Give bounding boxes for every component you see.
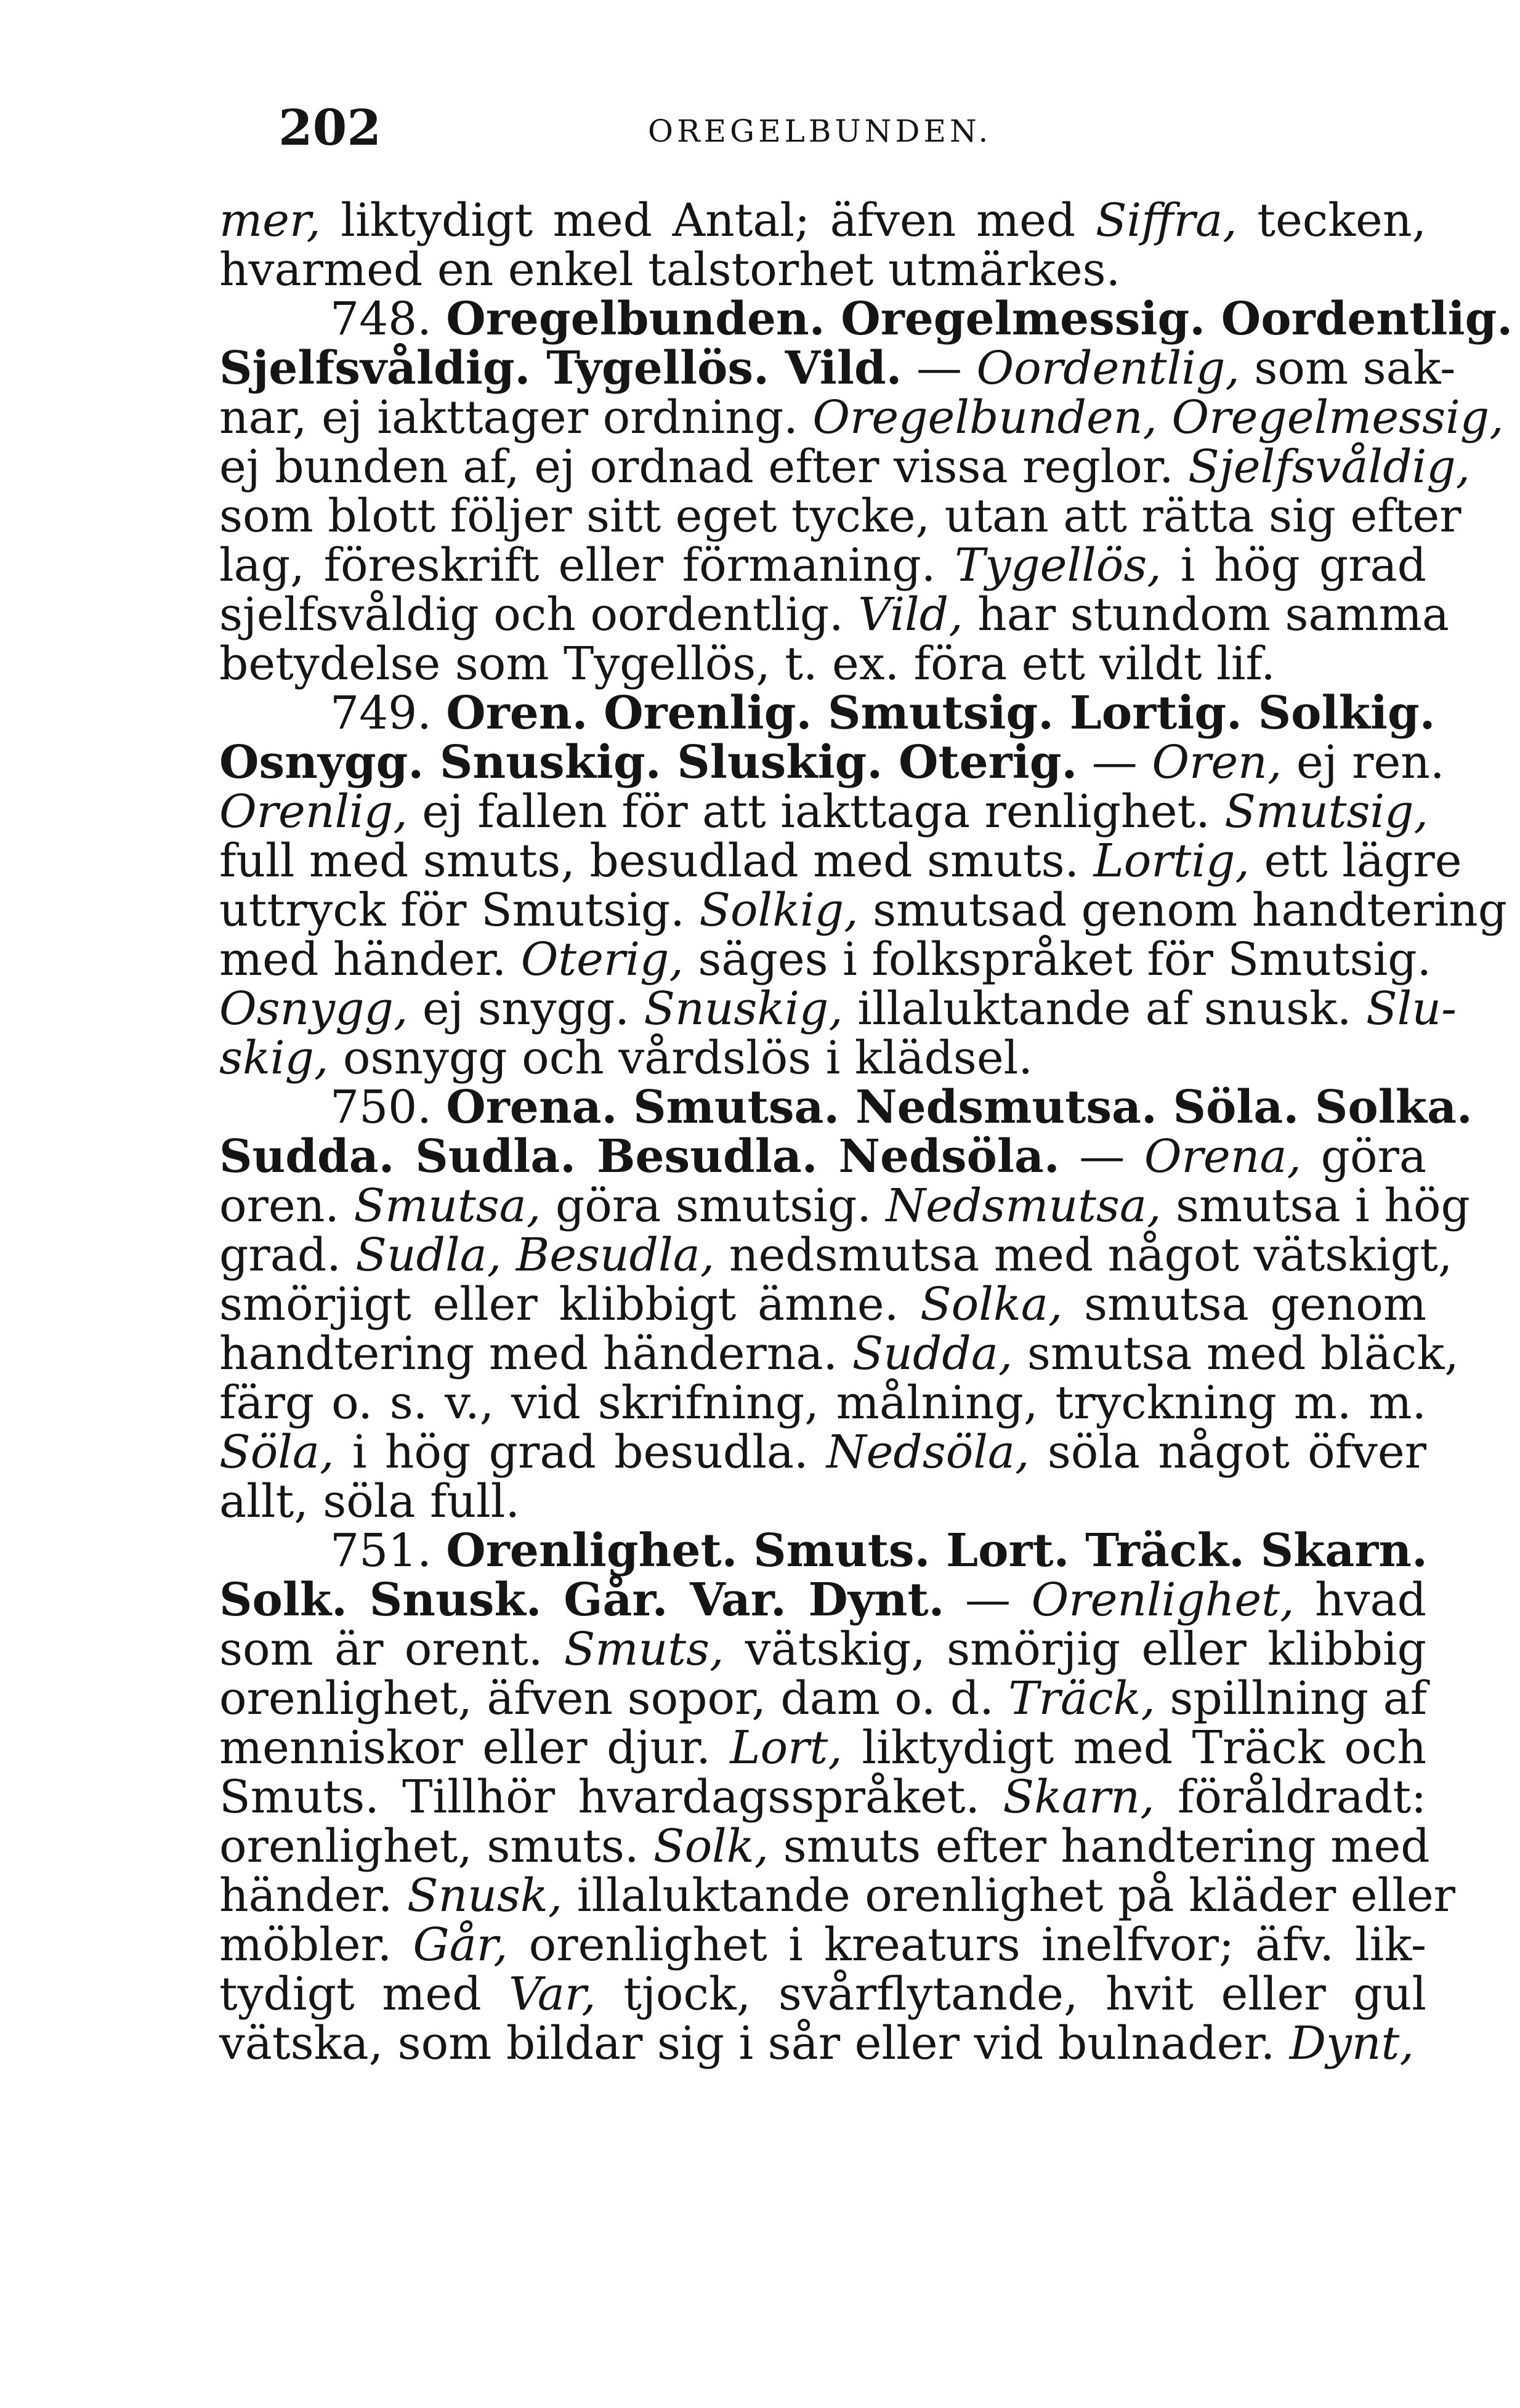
text-line: [219, 1132, 1426, 1181]
text-run: liktydigt med Antal; äfven med: [320, 194, 1096, 247]
text-line: [219, 1526, 1426, 1575]
page-number: 202: [278, 99, 381, 156]
text-line: [219, 785, 1429, 838]
text-run: färg o. s. v., vid skrifning, målning, tryckning m. m.: [219, 1376, 1426, 1429]
text-run: som sak-: [1239, 342, 1456, 395]
italic-term: mer,: [219, 194, 321, 247]
text-run: tjock, svårflytande, hvit eller gul: [596, 1968, 1426, 2021]
text-run: hvad: [1294, 1574, 1426, 1626]
text-run: menniskor eller djur.: [219, 1721, 730, 1774]
italic-term: Oterig,: [520, 933, 684, 986]
text-line: [219, 1327, 1459, 1380]
text-line: [219, 1229, 1453, 1282]
text-line: [219, 1920, 1426, 1970]
text-line: [219, 1820, 1430, 1873]
text-run: Smuts. Tillhör hvardagsspråket.: [219, 1771, 1003, 1824]
italic-term: Går,: [413, 1918, 508, 1971]
text-run: oren.: [219, 1179, 354, 1232]
italic-term: Tygellös,: [955, 539, 1162, 592]
text-line: [219, 391, 1504, 444]
headword: Sjelfsvåldig. Tygellös. Vild.: [219, 342, 902, 395]
text-line: [219, 639, 1426, 689]
italic-term: Solk,: [653, 1820, 769, 1873]
text-run: som är orent.: [219, 1623, 564, 1676]
text-line: [219, 1477, 1426, 1526]
italic-term: Lort,: [730, 1721, 843, 1774]
text-run: illaluktande af snusk.: [843, 982, 1366, 1035]
text-line: [219, 834, 1462, 887]
text-run: söla något öfver: [1029, 1426, 1426, 1479]
text-run: ett lägre: [1249, 834, 1462, 887]
text-run: allt, söla full.: [219, 1475, 520, 1528]
text-line: [219, 1280, 1426, 1329]
text-line: [219, 440, 1471, 493]
text-run: hvarmed en enkel talstorhet utmärkes.: [219, 243, 1121, 296]
text-run: ej fallen för att iakttaga renlighet.: [407, 785, 1225, 838]
text-line: [219, 245, 1426, 294]
italic-term: Söla,: [219, 1426, 334, 1479]
text-run: nar, ej iakttager ordning.: [219, 391, 813, 444]
text-run: säges i folkspråket för Smutsig.: [683, 933, 1432, 986]
italic-term: Oregelbunden, Oregelmessig,: [812, 391, 1504, 444]
text-run: —: [1077, 736, 1152, 789]
text-line: [219, 490, 1461, 543]
italic-term: Snuskig,: [644, 982, 843, 1035]
text-run: ej snygg.: [408, 982, 644, 1035]
text-run: grad.: [219, 1229, 356, 1282]
text-run: sjelfsvåldig och oordentlig.: [219, 588, 859, 641]
text-run: smutsad genom handtering: [858, 884, 1508, 937]
text-run: illaluktande orenlighet på kläder eller: [562, 1869, 1456, 1922]
text-run: —: [1059, 1130, 1144, 1183]
text-line: [219, 1179, 1470, 1232]
text-line: [219, 982, 1457, 1035]
italic-term: Sudla, Besudla,: [355, 1229, 715, 1282]
text-line: [219, 687, 1436, 740]
italic-term: Osnygg,: [219, 982, 408, 1035]
text-run: föråldradt:: [1154, 1771, 1426, 1824]
text-run: liktydigt med Träck och: [842, 1721, 1426, 1774]
text-run: göra smutsig.: [541, 1179, 886, 1232]
headword: Sudda. Sudla. Besudla. Nedsöla.: [219, 1130, 1060, 1183]
italic-term: Orenlig,: [219, 785, 408, 838]
text-run: i hög grad: [1161, 539, 1426, 592]
text-line: [219, 1575, 1426, 1625]
italic-term: Nedsmutsa,: [886, 1179, 1162, 1232]
italic-term: Solka,: [920, 1278, 1063, 1331]
text-run: lag, föreskrift eller förmaning.: [219, 539, 955, 592]
text-line: [219, 933, 1432, 986]
text-line: [219, 588, 1450, 641]
page-header: [0, 99, 1520, 172]
text-run: ej bunden af, ej ordnad efter vissa reglor.: [219, 440, 1189, 493]
text-line: [219, 1625, 1426, 1674]
italic-term: Skarn,: [1003, 1771, 1155, 1824]
text-line: [219, 736, 1445, 789]
text-run: i hög grad besudla.: [334, 1426, 827, 1479]
text-run: full med smuts, besudlad med smuts.: [219, 834, 1094, 887]
text-line: [219, 342, 1456, 395]
text-line: [219, 541, 1426, 590]
italic-term: Smutsig,: [1224, 785, 1429, 838]
text-line: [219, 1723, 1426, 1772]
text-run: smutsa med bläck,: [1013, 1327, 1459, 1380]
text-run: smutsa genom: [1062, 1278, 1426, 1331]
headword: Orena. Smutsa. Nedsmutsa. Söla. Solka.: [446, 1081, 1473, 1134]
text-run: 748.: [330, 293, 447, 345]
italic-term: Var,: [509, 1968, 596, 2021]
text-run: har stundom samma: [963, 588, 1450, 641]
headword: Solk. Snusk. Går. Var. Dynt.: [219, 1574, 945, 1626]
text-run: orenlighet i kreaturs inelfvor; äfv. lik-: [507, 1918, 1427, 1971]
text-run: vätskig, smörjig eller klibbig: [724, 1623, 1426, 1676]
italic-term: Siffra,: [1095, 194, 1237, 247]
text-run: betydelse som Tygellös, t. ex. föra ett vildt lif.: [219, 637, 1275, 690]
italic-term: Smutsa,: [354, 1179, 541, 1232]
italic-term: Snusk,: [406, 1869, 563, 1922]
italic-term: Oren,: [1152, 736, 1282, 789]
body-text: [219, 194, 1513, 2070]
text-line: [219, 2019, 1426, 2068]
italic-term: Orena,: [1144, 1130, 1301, 1183]
text-run: smuts efter handtering med: [769, 1820, 1430, 1873]
text-run: möbler.: [219, 1918, 413, 1971]
italic-term: Nedsöla,: [826, 1426, 1030, 1479]
text-line: [219, 1772, 1426, 1822]
text-run: händer.: [219, 1869, 407, 1922]
headword: Oregelbunden. Oregelmessig. Oordentlig.: [446, 293, 1513, 345]
text-run: som blott följer sitt eget tycke, utan att rätta sig efter: [219, 490, 1461, 543]
text-run: göra: [1301, 1130, 1426, 1183]
text-run: spillning af: [1155, 1672, 1428, 1725]
text-line: [219, 293, 1513, 345]
text-run: —: [902, 342, 977, 395]
text-run: vätska, som bildar sig i sår eller vid bulnader.: [219, 2017, 1290, 2070]
text-run: ej ren.: [1282, 736, 1445, 789]
text-run: smörjigt eller klibbigt ämne.: [219, 1278, 920, 1331]
text-line: [219, 196, 1426, 245]
italic-term: Träck,: [1008, 1672, 1155, 1725]
text-line: [219, 1033, 1426, 1083]
text-run: 751.: [330, 1524, 447, 1577]
text-line: [219, 1378, 1426, 1428]
headword: Orenlighet. Smuts. Lort. Träck. Skarn.: [446, 1524, 1428, 1577]
italic-term: Sjelfsvåldig,: [1188, 440, 1471, 493]
text-line: [219, 1428, 1426, 1477]
text-run: nedsmutsa med något vätskigt,: [714, 1229, 1453, 1282]
text-run: handtering med händerna.: [219, 1327, 852, 1380]
text-run: orenlighet, äfven sopor, dam o. d.: [219, 1672, 1009, 1725]
text-run: tydigt med: [219, 1968, 509, 2021]
text-run: orenlighet, smuts.: [219, 1820, 653, 1873]
italic-term: Vild,: [858, 588, 963, 641]
italic-term: Slu-: [1365, 982, 1457, 1035]
italic-term: Solkig,: [699, 884, 859, 937]
text-line: [219, 1674, 1426, 1723]
text-run: tecken,: [1237, 194, 1427, 247]
italic-term: Sudda,: [852, 1327, 1013, 1380]
italic-term: Lortig,: [1093, 834, 1250, 887]
text-line: [219, 884, 1508, 937]
text-run: uttryck för Smutsig.: [219, 884, 700, 937]
italic-term: Dynt,: [1289, 2017, 1414, 2070]
text-run: 749.: [330, 687, 447, 740]
headword: Oren. Orenlig. Smutsig. Lortig. Solkig.: [446, 687, 1436, 740]
text-run: osnygg och vårdslös i klädsel.: [328, 1032, 1033, 1085]
text-run: smutsa i hög: [1161, 1179, 1470, 1232]
text-line: [219, 1970, 1426, 2019]
italic-term: Orenlighet,: [1031, 1574, 1295, 1626]
headword: Osnygg. Snuskig. Sluskig. Oterig.: [219, 736, 1078, 789]
italic-term: Smuts,: [564, 1623, 724, 1676]
running-title: OREGELBUNDEN.: [648, 113, 992, 149]
text-run: —: [944, 1574, 1032, 1626]
text-line: [219, 1869, 1456, 1922]
italic-term: skig,: [219, 1032, 329, 1085]
italic-term: Oordentlig,: [976, 342, 1240, 395]
text-line: [219, 1081, 1473, 1134]
text-run: med händer.: [219, 933, 521, 986]
text-run: 750.: [330, 1081, 447, 1134]
